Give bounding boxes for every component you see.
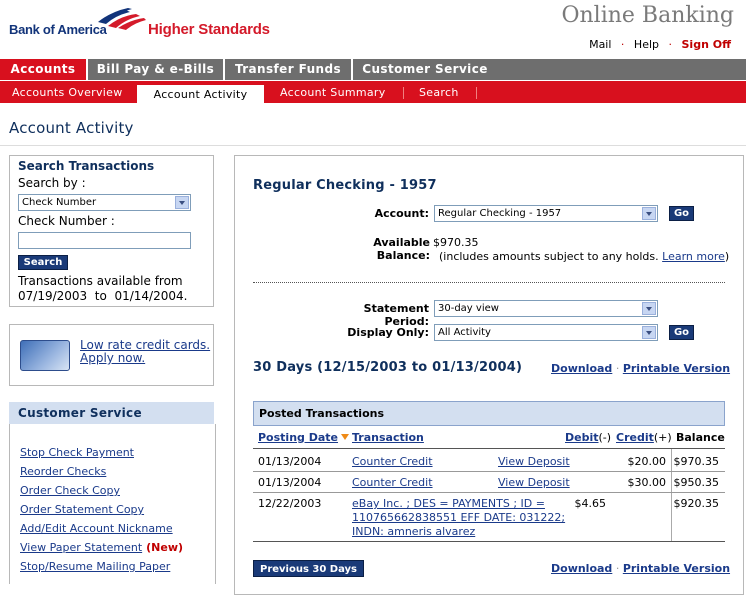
search-by-select[interactable] <box>18 194 191 211</box>
separator: · <box>620 38 625 51</box>
customer-service-heading: Customer Service <box>18 406 142 420</box>
posting-date-column-header[interactable] <box>258 431 349 444</box>
chevron-down-icon[interactable] <box>642 207 656 220</box>
period-actions <box>551 362 730 375</box>
row-3-debit: $4.65 <box>574 497 606 510</box>
available-balance-value: $970.35 <box>433 236 479 249</box>
row-3-description-line-1[interactable]: eBay Inc. ; DES = PAYMENTS ; ID = <box>352 497 545 510</box>
row-3-description-line-2[interactable]: 110765662838551 EFF DATE: 031222; <box>352 511 566 524</box>
chevron-down-icon[interactable] <box>642 302 656 315</box>
subtab-divider <box>476 87 477 99</box>
display-go-button[interactable]: Go <box>669 325 694 340</box>
subtab-accounts-overview[interactable]: Accounts Overview <box>12 86 123 99</box>
credit-card-icon[interactable] <box>20 340 70 371</box>
debit-column-header <box>565 431 611 444</box>
row-2-description-link[interactable]: Counter Credit <box>352 476 433 489</box>
tab-bar-fill <box>497 59 746 80</box>
search-heading: Search Transactions <box>18 159 155 173</box>
row-1-description-link[interactable]: Counter Credit <box>352 455 433 468</box>
tab-bill-pay[interactable]: Bill Pay & e-Bills <box>86 59 223 80</box>
account-title: Regular Checking - 1957 <box>253 178 437 193</box>
available-balance-note <box>439 250 729 263</box>
availability-line-2: 07/19/2003 to 01/14/2004. <box>18 289 188 303</box>
tab-customer-service[interactable]: Customer Service <box>351 59 497 80</box>
debit-sign: (-) <box>598 431 612 444</box>
account-go-button[interactable]: Go <box>669 206 694 221</box>
row-1-balance: $970.35 <box>673 455 719 468</box>
transaction-column-header[interactable]: Transaction <box>352 431 424 444</box>
page-title: Account Activity <box>9 119 134 137</box>
row-1-view-deposit-link[interactable]: View Deposit <box>498 455 570 468</box>
table-row-divider <box>253 471 725 472</box>
main-tab-bar <box>0 59 746 80</box>
credit-column-header <box>616 431 672 444</box>
top-links <box>586 38 734 51</box>
new-badge: (New) <box>146 541 184 554</box>
row-2-credit: $30.00 <box>627 476 666 489</box>
bank-name: Bank of America <box>9 22 107 37</box>
tab-accounts[interactable]: Accounts <box>0 59 86 80</box>
separator: · <box>615 362 623 375</box>
holds-note: (includes amounts subject to any holds. <box>439 250 659 263</box>
posting-date-label: Posting Date <box>258 431 339 444</box>
sort-descending-icon <box>341 434 349 440</box>
balance-column-header: Balance <box>676 431 725 444</box>
period-title: 30 Days (12/15/2003 to 01/13/2004) <box>253 360 523 375</box>
download-link-bottom[interactable]: Download <box>551 562 613 575</box>
stop-check-payment-link[interactable]: Stop Check Payment <box>20 446 134 459</box>
subtab-search[interactable]: Search <box>419 86 459 99</box>
title-divider <box>0 145 746 146</box>
row-1-date: 01/13/2004 <box>258 455 322 468</box>
separator: · <box>615 562 623 575</box>
printable-version-link[interactable]: Printable Version <box>622 362 731 375</box>
row-3-date: 12/22/2003 <box>258 497 322 510</box>
section-divider <box>253 282 725 283</box>
chevron-down-icon[interactable] <box>642 326 656 339</box>
sub-tab-bar <box>0 81 746 103</box>
check-number-input[interactable] <box>18 232 191 249</box>
posted-transactions-header <box>253 401 725 426</box>
credit-sort-link[interactable]: Credit <box>616 431 654 444</box>
table-row-divider <box>253 492 725 493</box>
sign-off-link[interactable]: Sign Off <box>681 38 731 51</box>
promo-link-2[interactable]: Apply now. <box>80 351 146 365</box>
search-by-label: Search by : <box>18 176 86 190</box>
row-3-balance: $920.35 <box>673 497 719 510</box>
tab-transfer-funds[interactable]: Transfer Funds <box>223 59 351 80</box>
row-3-description-line-3[interactable]: INDN: amneris alvarez <box>352 525 476 538</box>
statement-period-value: 30-day view <box>438 303 499 314</box>
edit-nickname-link[interactable]: Add/Edit Account Nickname <box>20 522 173 535</box>
search-by-value: Check Number <box>22 197 97 208</box>
note-close: ) <box>724 250 730 263</box>
subtab-divider <box>403 87 404 99</box>
statement-period-select[interactable] <box>434 300 658 317</box>
order-statement-copy-link[interactable]: Order Statement Copy <box>20 503 145 516</box>
tagline: Higher Standards <box>148 21 270 38</box>
table-bottom-divider <box>253 541 725 542</box>
available-balance-label: Available Balance: <box>373 236 430 262</box>
subtab-account-summary[interactable]: Account Summary <box>280 86 386 99</box>
subtab-account-activity[interactable]: Account Activity <box>137 85 264 104</box>
download-link[interactable]: Download <box>551 362 613 375</box>
display-only-value: All Activity <box>438 327 491 338</box>
search-button[interactable]: Search <box>18 255 68 270</box>
order-check-copy-link[interactable]: Order Check Copy <box>20 484 120 497</box>
credit-sign: (+) <box>653 431 672 444</box>
chevron-down-icon[interactable] <box>175 196 189 209</box>
view-paper-statement-item <box>20 541 183 554</box>
stop-resume-mailing-link[interactable]: Stop/Resume Mailing Paper <box>20 560 171 573</box>
row-1-credit: $20.00 <box>627 455 666 468</box>
printable-version-link-bottom[interactable]: Printable Version <box>622 562 731 575</box>
account-select-value: Regular Checking - 1957 <box>438 208 562 219</box>
separator: · <box>668 38 672 51</box>
promo-link-1[interactable]: Low rate credit cards. <box>80 338 211 352</box>
display-only-label: Display Only: <box>347 326 429 339</box>
bottom-actions <box>551 562 730 575</box>
debit-sort-link[interactable]: Debit <box>565 431 599 444</box>
product-title: Online Banking <box>561 3 734 28</box>
row-2-date: 01/13/2004 <box>258 476 322 489</box>
statement-period-label: Statement Period: <box>363 302 429 328</box>
display-only-select[interactable] <box>434 324 658 341</box>
check-number-label: Check Number : <box>18 214 115 228</box>
posted-transactions-heading: Posted Transactions <box>259 407 385 420</box>
previous-30-days-button[interactable]: Previous 30 Days <box>253 560 364 577</box>
row-2-balance: $950.35 <box>673 476 719 489</box>
customer-service-header <box>9 402 214 424</box>
view-paper-statement-link[interactable]: View Paper Statement <box>20 541 143 554</box>
availability-line-1: Transactions available from <box>18 274 183 288</box>
account-label: Account: <box>374 207 429 220</box>
learn-more-link[interactable]: Learn more <box>662 250 725 263</box>
row-2-view-deposit-link[interactable]: View Deposit <box>498 476 570 489</box>
help-link[interactable]: Help <box>633 38 659 51</box>
account-select[interactable] <box>434 205 658 222</box>
table-header-divider <box>253 448 725 449</box>
mail-link[interactable]: Mail <box>589 38 612 51</box>
reorder-checks-link[interactable]: Reorder Checks <box>20 465 107 478</box>
